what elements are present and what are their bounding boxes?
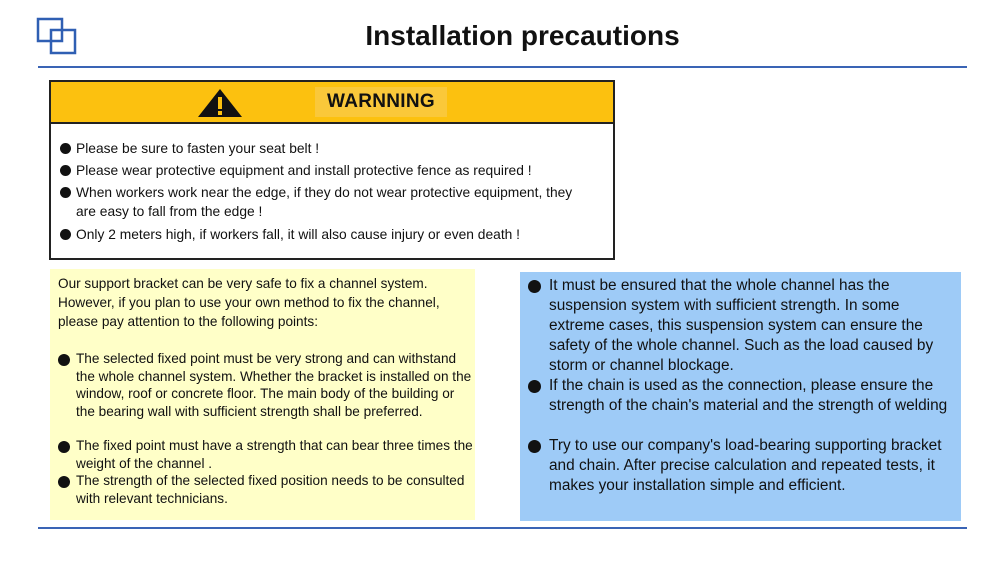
list-item: The strength of the selected fixed position needs to be consulted with relevant technicians. [58, 472, 476, 507]
warning-triangle-icon [197, 88, 243, 118]
bottom-divider [38, 527, 967, 529]
bracket-advice-panel [50, 269, 475, 520]
list-item: If the chain is used as the connection, please ensure the strength of the chain's material and the strength of welding [528, 376, 959, 416]
list-item: Try to use our company's load-bearing supporting bracket and chain. After precise calculation and repeated tests, it makes your installation simple and efficient. [528, 436, 959, 496]
bullet-icon [528, 280, 541, 293]
list-item: It must be ensured that the whole channel has the suspension system with sufficient strength. In some extreme cases, this suspension system can ensure the safety of the whole channel. Such as the load caused by storm or channel blockage. [528, 276, 959, 376]
bullet-icon [60, 229, 71, 240]
list-item: Please wear protective equipment and install protective fence as required ! [60, 161, 532, 180]
bullet-icon [60, 143, 71, 154]
page-title: Installation precautions [365, 20, 680, 51]
bullet-icon [58, 354, 70, 366]
bullet-icon [60, 165, 71, 176]
list-item: Only 2 meters high, if workers fall, it will also cause injury or even death ! [60, 225, 520, 244]
list-item: Please be sure to fasten your seat belt ! [60, 139, 319, 158]
top-divider [38, 66, 967, 68]
bullet-icon [528, 380, 541, 393]
panel-intro: Our support bracket can be very safe to fix a channel system. However, if you plan to use your own method to fix the channel, please pay attention to the following points: [58, 276, 440, 329]
list-item: The fixed point must have a strength that can bear three times the weight of the channel . [58, 437, 476, 472]
bullet-icon [58, 476, 70, 488]
list-item-continuation: are easy to fall from the edge ! [76, 204, 263, 219]
warning-box [49, 80, 615, 260]
warning-header [51, 82, 613, 124]
list-item: When workers work near the edge, if they do not wear protective equipment, they [60, 183, 572, 202]
bullet-icon [528, 440, 541, 453]
warning-title: WARNNING [327, 91, 435, 112]
bullet-icon [60, 187, 71, 198]
bullet-icon [58, 441, 70, 453]
suspension-advice-panel [520, 272, 961, 521]
list-item: The selected fixed point must be very strong and can withstand the whole channel system. Whether the bracket is installed on the window, roof or concrete floor. The main body of the building or the bearing wall with sufficient strength shall be preferred. [58, 350, 476, 420]
